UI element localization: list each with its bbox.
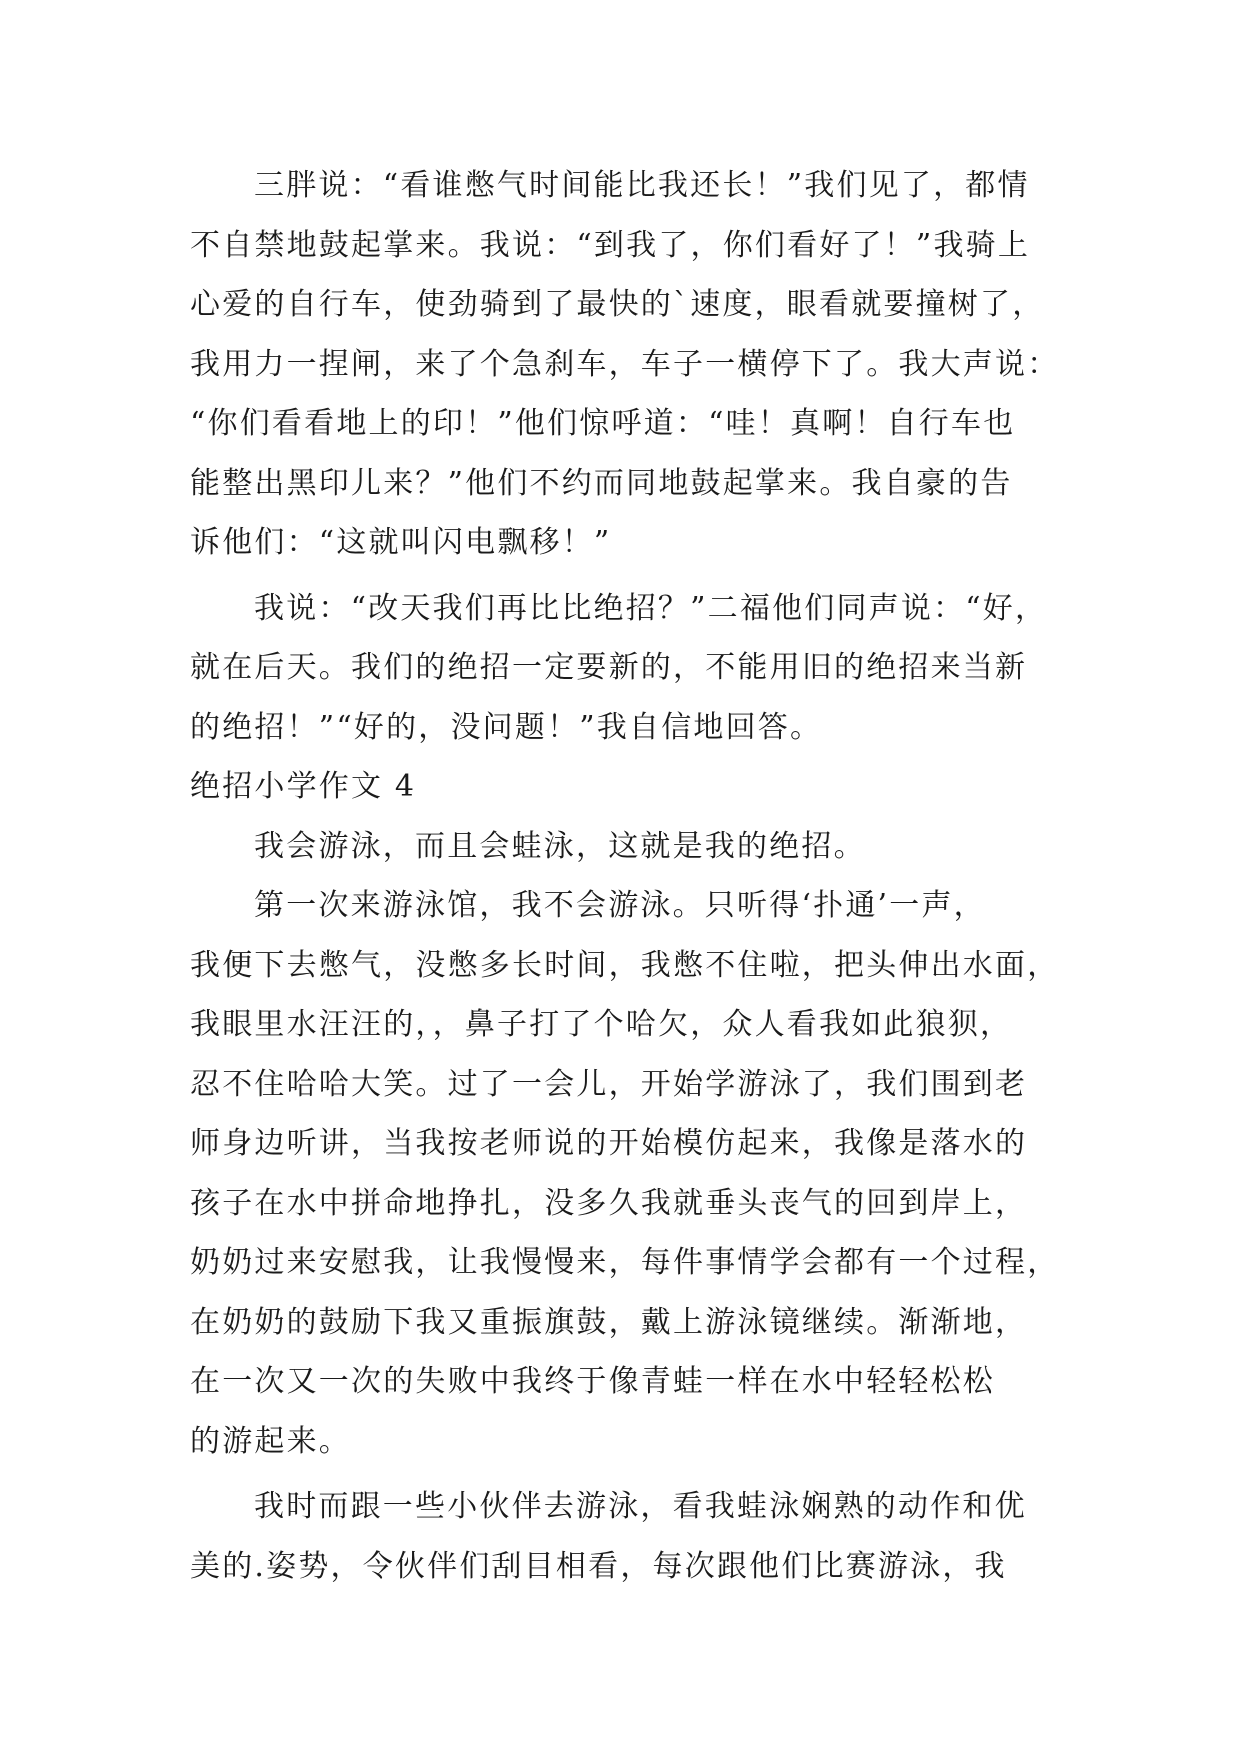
text-line: 的绝招！”“好的，没问题！”我自信地回答。 — [190, 709, 823, 745]
document-body — [190, 156, 1060, 1596]
paragraph-compare-skills — [190, 579, 1050, 758]
text-line: 诉他们：“这就叫闪电飘移！” — [190, 525, 612, 560]
text-line: 我会游泳，而且会蛙泳，这就是我的绝招。 — [254, 828, 866, 864]
text-line: 不自禁地鼓起掌来。我说：“到我了，你们看好了！”我骑上 — [190, 227, 1031, 263]
text-line: 三胖说：“看谁憋气时间能比我还长！”我们见了，都情 — [254, 168, 1030, 203]
text-line: 师身边听讲，当我按老师说的开始模仿起来，我像是落水的 — [190, 1126, 1028, 1161]
text-line: 美的.姿势，令伙伴们刮目相看，每次跟他们比赛游泳，我 — [190, 1548, 1007, 1584]
text-line: 我便下去憋气，没憋多长时间，我憋不住啦，把头伸出水面， — [190, 947, 1060, 983]
text-line: 奶奶过来安慰我，让我慢慢来，每件事情学会都有一个过程， — [190, 1245, 1060, 1280]
text-line: 能整出黑印儿来？”他们不约而同地鼓起掌来。我自豪的告 — [190, 465, 1013, 501]
text-line: 心爱的自行车，使劲骑到了最快的`速度，眼看就要撞树了， — [190, 287, 1045, 322]
text-line: 我用力一捏闸，来了个急刹车，车子一横停下了。我大声说： — [190, 346, 1060, 382]
text-line: 的游起来。 — [190, 1423, 351, 1459]
paragraph-swim-intro — [190, 817, 1050, 877]
text-line: 忍不住哈哈大笑。过了一会儿，开始学游泳了，我们围到老 — [190, 1066, 1028, 1102]
paragraph-dialogue-bike — [190, 156, 1060, 573]
text-line: 在一次又一次的失败中我终于像青蛙一样在水中轻轻松松 — [190, 1364, 995, 1399]
text-line: 我眼里水汪汪的，，鼻子打了个哈欠，众人看我如此狼狈， — [190, 1007, 1013, 1042]
paragraph-first-swim — [190, 876, 1060, 1471]
paragraph-swim-friends — [190, 1477, 1050, 1596]
text-line: “你们看看地上的印！”他们惊呼道：“哇！真啊！自行车也 — [190, 406, 1016, 441]
text-line: 孩子在水中拼命地挣扎，没多久我就垂头丧气的回到岸上， — [190, 1185, 1028, 1221]
essay-heading: 绝招小学作文 4 — [190, 769, 417, 804]
text-line: 我说：“改天我们再比比绝招？”二福他们同声说：“好， — [254, 590, 1048, 626]
text-line: 第一次来游泳馆，我不会游泳。只听得‘扑通’一声， — [254, 888, 986, 923]
text-line: 就在后天。我们的绝招一定要新的，不能用旧的绝招来当新 — [190, 650, 1028, 685]
text-line: 在奶奶的鼓励下我又重振旗鼓，戴上游泳镜继续。渐渐地， — [190, 1304, 1028, 1340]
text-line: 我时而跟一些小伙伴去游泳，看我蛙泳娴熟的动作和优 — [254, 1489, 1027, 1524]
